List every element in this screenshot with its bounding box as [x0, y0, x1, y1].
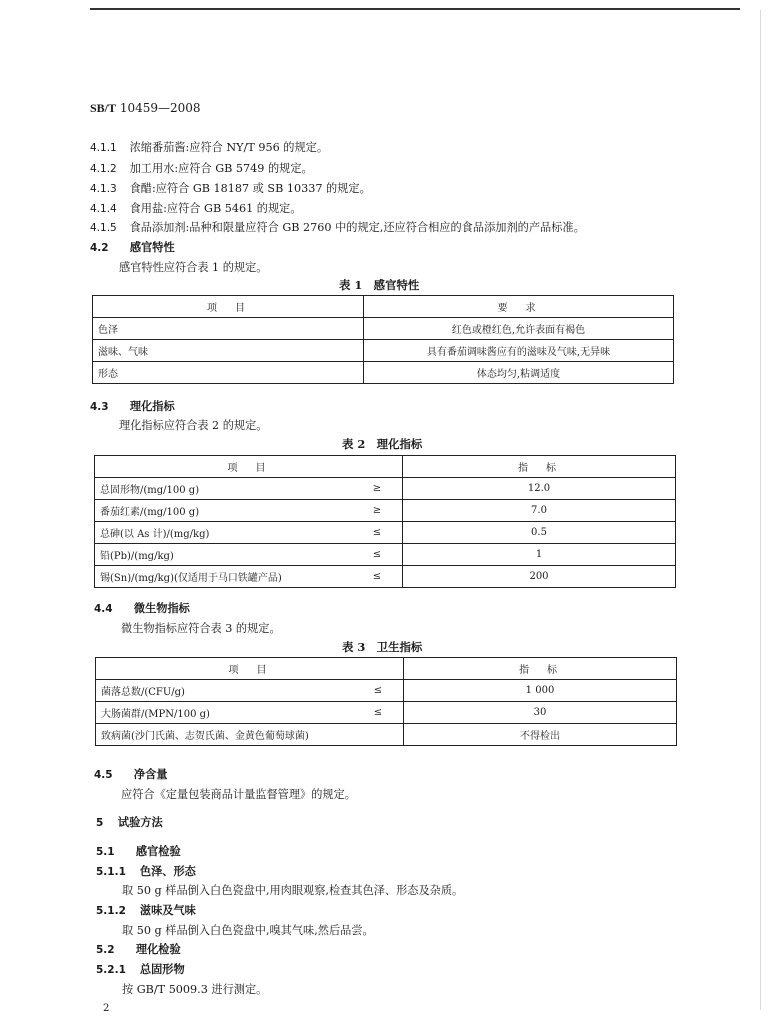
table-cell: 形态	[93, 362, 364, 384]
table-cell: 7.0	[403, 500, 676, 522]
comparison-symbol: ≤	[352, 544, 403, 566]
section-title: 微生物指标	[133, 601, 190, 615]
section-5-1-2-text: 取 50 g 样品倒入白色瓷盘中,嗅其气味,然后品尝。	[122, 924, 374, 937]
comparison-symbol	[353, 724, 404, 746]
section-title: 理化检验	[135, 942, 181, 956]
clause-4-1-3	[90, 180, 371, 196]
section-5-1-heading	[96, 843, 181, 859]
section-number: 4.3	[90, 401, 109, 413]
section-5-1-2-heading	[96, 902, 196, 918]
table-cell: 1	[403, 544, 676, 566]
table-cell: 200	[403, 566, 676, 588]
table-cell: 体态均匀,粘调适度	[364, 362, 674, 384]
section-number: 5.1.2	[96, 905, 126, 917]
section-number: 4.4	[94, 603, 113, 615]
section-title: 理化指标	[129, 399, 175, 413]
table-row	[95, 544, 676, 566]
table-header-cell: 项 目	[93, 296, 364, 318]
comparison-symbol: ≤	[353, 702, 404, 724]
section-5-2-1-heading	[96, 961, 185, 977]
section-title: 试验方法	[117, 815, 163, 829]
table1-caption: 表 1 感官特性	[339, 278, 420, 292]
section-4-3-heading	[90, 398, 175, 414]
table-cell: 滋味、气味	[93, 340, 364, 362]
table1	[92, 295, 674, 384]
table2	[94, 455, 676, 588]
section-5-1-1-heading	[96, 863, 196, 879]
clause-4-1-2	[90, 160, 313, 176]
comparison-symbol: ≤	[353, 680, 404, 702]
table-cell: 不得检出	[404, 724, 677, 746]
section-4-4-text: 微生物指标应符合表 3 的规定。	[121, 622, 281, 635]
table-row	[93, 340, 674, 362]
table-row	[96, 680, 677, 702]
table-cell: 12.0	[403, 478, 676, 500]
clause-number: 4.1.4	[90, 203, 117, 215]
section-4-5-heading	[94, 766, 167, 782]
table3-caption: 表 3 卫生指标	[342, 640, 423, 654]
section-number: 5	[96, 817, 104, 829]
section-4-4-heading	[94, 600, 190, 616]
standard-code: SB/T	[90, 101, 117, 115]
clause-text: 加工用水:应符合 GB 5749 的规定。	[129, 162, 313, 175]
table-cell: 大肠菌群/(MPN/100 g)	[96, 702, 354, 724]
section-4-2-text: 感官特性应符合表 1 的规定。	[119, 261, 268, 274]
top-rule	[90, 8, 740, 10]
table-cell: 锡(Sn)/(mg/kg)(仅适用于马口铁罐产品)	[95, 566, 353, 588]
section-4-3-text: 理化指标应符合表 2 的规定。	[119, 419, 268, 432]
table-row	[93, 318, 674, 340]
table-header-row	[93, 296, 674, 318]
table-cell: 菌落总数/(CFU/g)	[96, 680, 354, 702]
table-cell: 总固形物/(mg/100 g)	[95, 478, 353, 500]
standard-number: 10459—2008	[119, 101, 201, 115]
section-number: 5.1	[96, 846, 115, 858]
section-title: 色泽、形态	[139, 864, 196, 878]
section-number: 5.2	[96, 944, 115, 956]
clause-number: 4.1.1	[90, 142, 117, 154]
section-title: 滋味及气味	[139, 903, 196, 917]
table-cell: 1 000	[404, 680, 677, 702]
comparison-symbol: ≥	[352, 500, 403, 522]
clause-number: 4.1.5	[90, 222, 117, 234]
clause-text: 食用盐:应符合 GB 5461 的规定。	[129, 202, 302, 215]
table-row	[96, 724, 677, 746]
section-4-5-text: 应符合《定量包装商品计量监督管理》的规定。	[121, 788, 356, 801]
table-row	[95, 500, 676, 522]
table-header-cell: 项 目	[96, 658, 404, 680]
table-header-cell: 指 标	[404, 658, 677, 680]
section-4-2-heading	[90, 239, 175, 255]
table-cell: 色泽	[93, 318, 364, 340]
page-number: 2	[103, 1003, 110, 1014]
section-5-2-heading	[96, 941, 181, 957]
table-header-cell: 项 目	[95, 456, 403, 478]
table-header-cell: 要 求	[364, 296, 674, 318]
table-row	[95, 478, 676, 500]
section-5-2-1-text: 按 GB/T 5009.3 进行测定。	[122, 983, 268, 996]
table2-caption: 表 2 理化指标	[342, 437, 423, 451]
section-number: 4.5	[94, 769, 113, 781]
section-5-1-1-text: 取 50 g 样品倒入白色瓷盘中,用肉眼观察,检查其色泽、形态及杂质。	[122, 884, 464, 897]
section-title: 感官检验	[135, 844, 181, 858]
section-number: 5.1.1	[96, 866, 126, 878]
section-number: 5.2.1	[96, 964, 126, 976]
table-row	[93, 362, 674, 384]
table-cell: 番茄红素/(mg/100 g)	[95, 500, 353, 522]
chapter-5-heading	[96, 814, 163, 830]
table3	[95, 657, 677, 746]
table-cell: 具有番茄调味酱应有的滋味及气味,无异味	[364, 340, 674, 362]
section-number: 4.2	[90, 242, 109, 254]
clause-number: 4.1.3	[90, 183, 117, 195]
clause-number: 4.1.2	[90, 163, 117, 175]
section-title: 感官特性	[129, 240, 175, 254]
table-cell: 红色或橙红色,允许表面有褐色	[364, 318, 674, 340]
table-row	[95, 566, 676, 588]
table-cell: 铅(Pb)/(mg/kg)	[95, 544, 353, 566]
comparison-symbol: ≤	[352, 522, 403, 544]
comparison-symbol: ≥	[352, 478, 403, 500]
clause-4-1-4	[90, 200, 302, 216]
clause-text: 食醋:应符合 GB 18187 或 SB 10337 的规定。	[129, 182, 371, 195]
table-row	[95, 522, 676, 544]
table-cell: 总砷(以 As 计)/(mg/kg)	[95, 522, 353, 544]
table-header-row	[96, 658, 677, 680]
section-title: 总固形物	[139, 962, 185, 976]
table-cell: 致病菌(沙门氏菌、志贺氏菌、金黄色葡萄球菌)	[96, 724, 354, 746]
page-edge	[760, 10, 761, 1010]
table-header-cell: 指 标	[403, 456, 676, 478]
table-cell: 30	[404, 702, 677, 724]
clause-text: 浓缩番茄酱:应符合 NY/T 956 的规定。	[129, 141, 329, 154]
section-title: 净含量	[133, 767, 168, 781]
table-cell: 0.5	[403, 522, 676, 544]
clause-4-1-5	[90, 219, 585, 235]
table-row	[96, 702, 677, 724]
comparison-symbol: ≤	[352, 566, 403, 588]
page-header	[90, 101, 201, 116]
table-header-row	[95, 456, 676, 478]
clause-text: 食品添加剂:品种和限量应符合 GB 2760 中的规定,还应符合相应的食品添加剂的产品标准。	[129, 221, 585, 234]
clause-4-1-1	[90, 139, 328, 155]
